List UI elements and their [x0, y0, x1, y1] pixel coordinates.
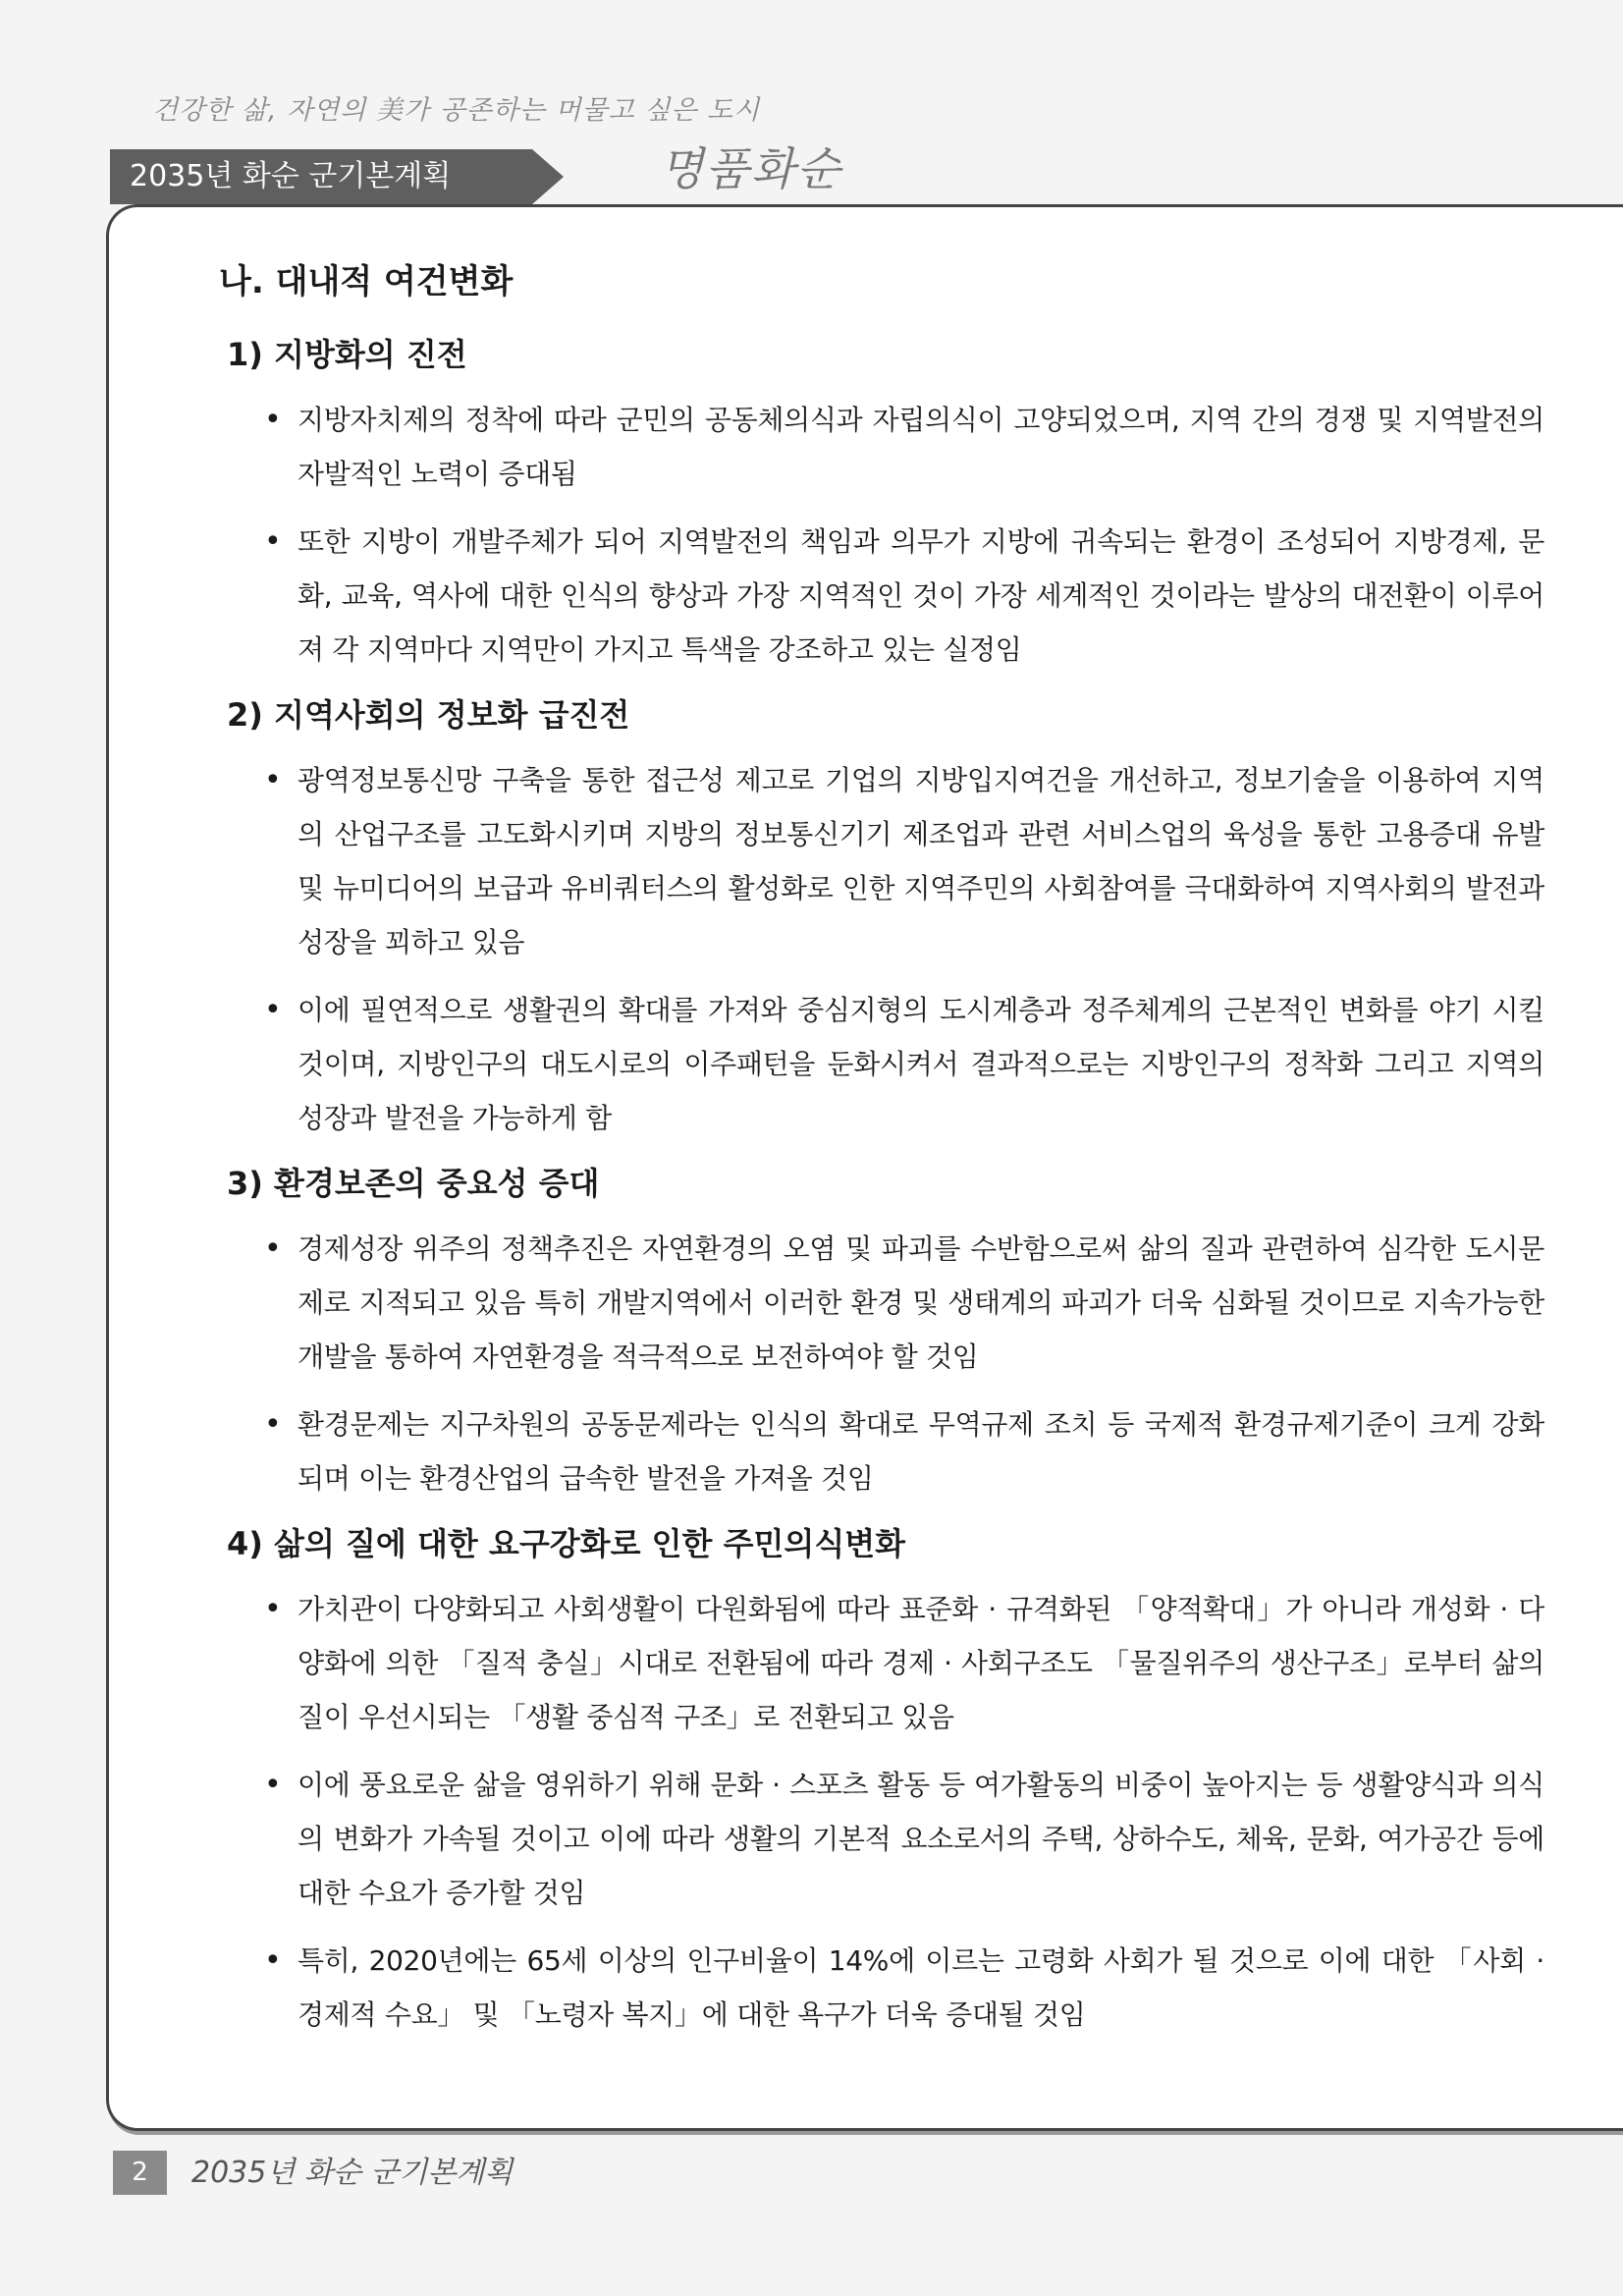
subsection-title-1: 1) 지방화의 진전 [227, 336, 467, 373]
footer-title: 2035년 화순 군기본계획 [191, 2156, 514, 2190]
section-title: 나. 대내적 여건변화 [219, 262, 514, 301]
bullet-item: • 경제성장 위주의 정책추진은 자연환경의 오염 및 파괴를 수반함으로써 삶의 질과 관련하여 심각한 도시문제로 지적되고 있음 특히 개발지역에서 이러한 환경 및 생태계의 파괴가 더욱 심화될 것이므로 지속가능한 개발을 통하여 자연환경을 적극적으로 보전하여야 할 것임 [298, 1222, 1544, 1384]
bullet-item: • 지방자치제의 정착에 따라 군민의 공동체의식과 자립의식이 고양되었으며, 지역 간의 경쟁 및 지역발전의 자발적인 노력이 증대됨 [298, 393, 1544, 501]
header-bar [110, 142, 842, 204]
subsection-title-3: 3) 환경보존의 중요성 증대 [227, 1165, 600, 1202]
footer [113, 2151, 604, 2195]
plan-title: 2035년 화순 군기본계획 [110, 149, 532, 204]
bullet-item: • 또한 지방이 개발주체가 되어 지역발전의 책임과 의무가 지방에 귀속되는 환경이 조성되어 지방경제, 문화, 교육, 역사에 대한 인식의 향상과 가장 지역적인 것이 가장 세계적인 것이라는 발상의 대전환이 이루어져 각 지역마다 지역만이 가지고 특색을 강조하고 있는 실정임 [298, 515, 1544, 677]
bullet-list-1 [219, 393, 1544, 677]
subsection-title-4: 4) 삶의 질에 대한 요구강화로 인한 주민의식변화 [227, 1525, 906, 1562]
bullet-item: • 가치관이 다양화되고 사회생활이 다원화됨에 따라 표준화 · 규격화된 「양적확대」가 아니라 개성화 · 다양화에 의한 「질적 충실」시대로 전환됨에 따라 경제 · 사회구조도 「물질위주의 생산구조」로부터 삶의 질이 우선시되는 「생활 중심적 구조」로 전환되고 있음 [298, 1582, 1544, 1744]
header-slogan: 건강한 삶, 자연의 美가 공존하는 머물고 싶은 도시 [152, 95, 761, 126]
text-area [219, 254, 1544, 2055]
bullet-item: • 광역정보통신망 구축을 통한 접근성 제고로 기업의 지방입지여건을 개선하고, 정보기술을 이용하여 지역의 산업구조를 고도화시키며 지방의 정보통신기기 제조업과 관련 서비스업의 육성을 통한 고용증대 유발 및 뉴미디어의 보급과 유비쿼터스의 활성화로 인한 지역주민의 사회참여를 극대화하여 지역사회의 발전과 성장을 꾀하고 있음 [298, 753, 1544, 969]
content-panel [106, 204, 1623, 2131]
bullet-item: • 이에 풍요로운 삶을 영위하기 위해 문화 · 스포츠 활동 등 여가활동의 비중이 높아지는 등 생활양식과 의식의 변화가 가속될 것이고 이에 따라 생활의 기본적 요소로서의 주택, 상하수도, 체육, 문화, 여가공간 등에 대한 수요가 증가할 것임 [298, 1758, 1544, 1920]
page-number: 2 [113, 2151, 167, 2195]
bullet-list-2 [219, 753, 1544, 1145]
bullet-item: • 특히, 2020년에는 65세 이상의 인구비율이 14%에 이르는 고령화 사회가 될 것으로 이에 대한 「사회 · 경제적 수요」 및 「노령자 복지」에 대한 욕구가 더욱 증대될 것임 [298, 1934, 1544, 2042]
logo: 명품화순 [660, 142, 842, 195]
plan-title-arrow [532, 149, 564, 204]
bullet-list-3 [219, 1222, 1544, 1505]
bullet-item: • 이에 필연적으로 생활권의 확대를 가져와 중심지형의 도시계층과 정주체계의 근본적인 변화를 야기 시킬 것이며, 지방인구의 대도시로의 이주패턴을 둔화시켜서 결과적으로는 지방인구의 정착화 그리고 지역의 성장과 발전을 가능하게 함 [298, 983, 1544, 1145]
bullet-list-4 [219, 1582, 1544, 2042]
bullet-item: • 환경문제는 지구차원의 공동문제라는 인식의 확대로 무역규제 조치 등 국제적 환경규제기준이 크게 강화되며 이는 환경산업의 급속한 발전을 가져올 것임 [298, 1397, 1544, 1505]
subsection-title-2: 2) 지역사회의 정보화 급진전 [227, 696, 630, 734]
